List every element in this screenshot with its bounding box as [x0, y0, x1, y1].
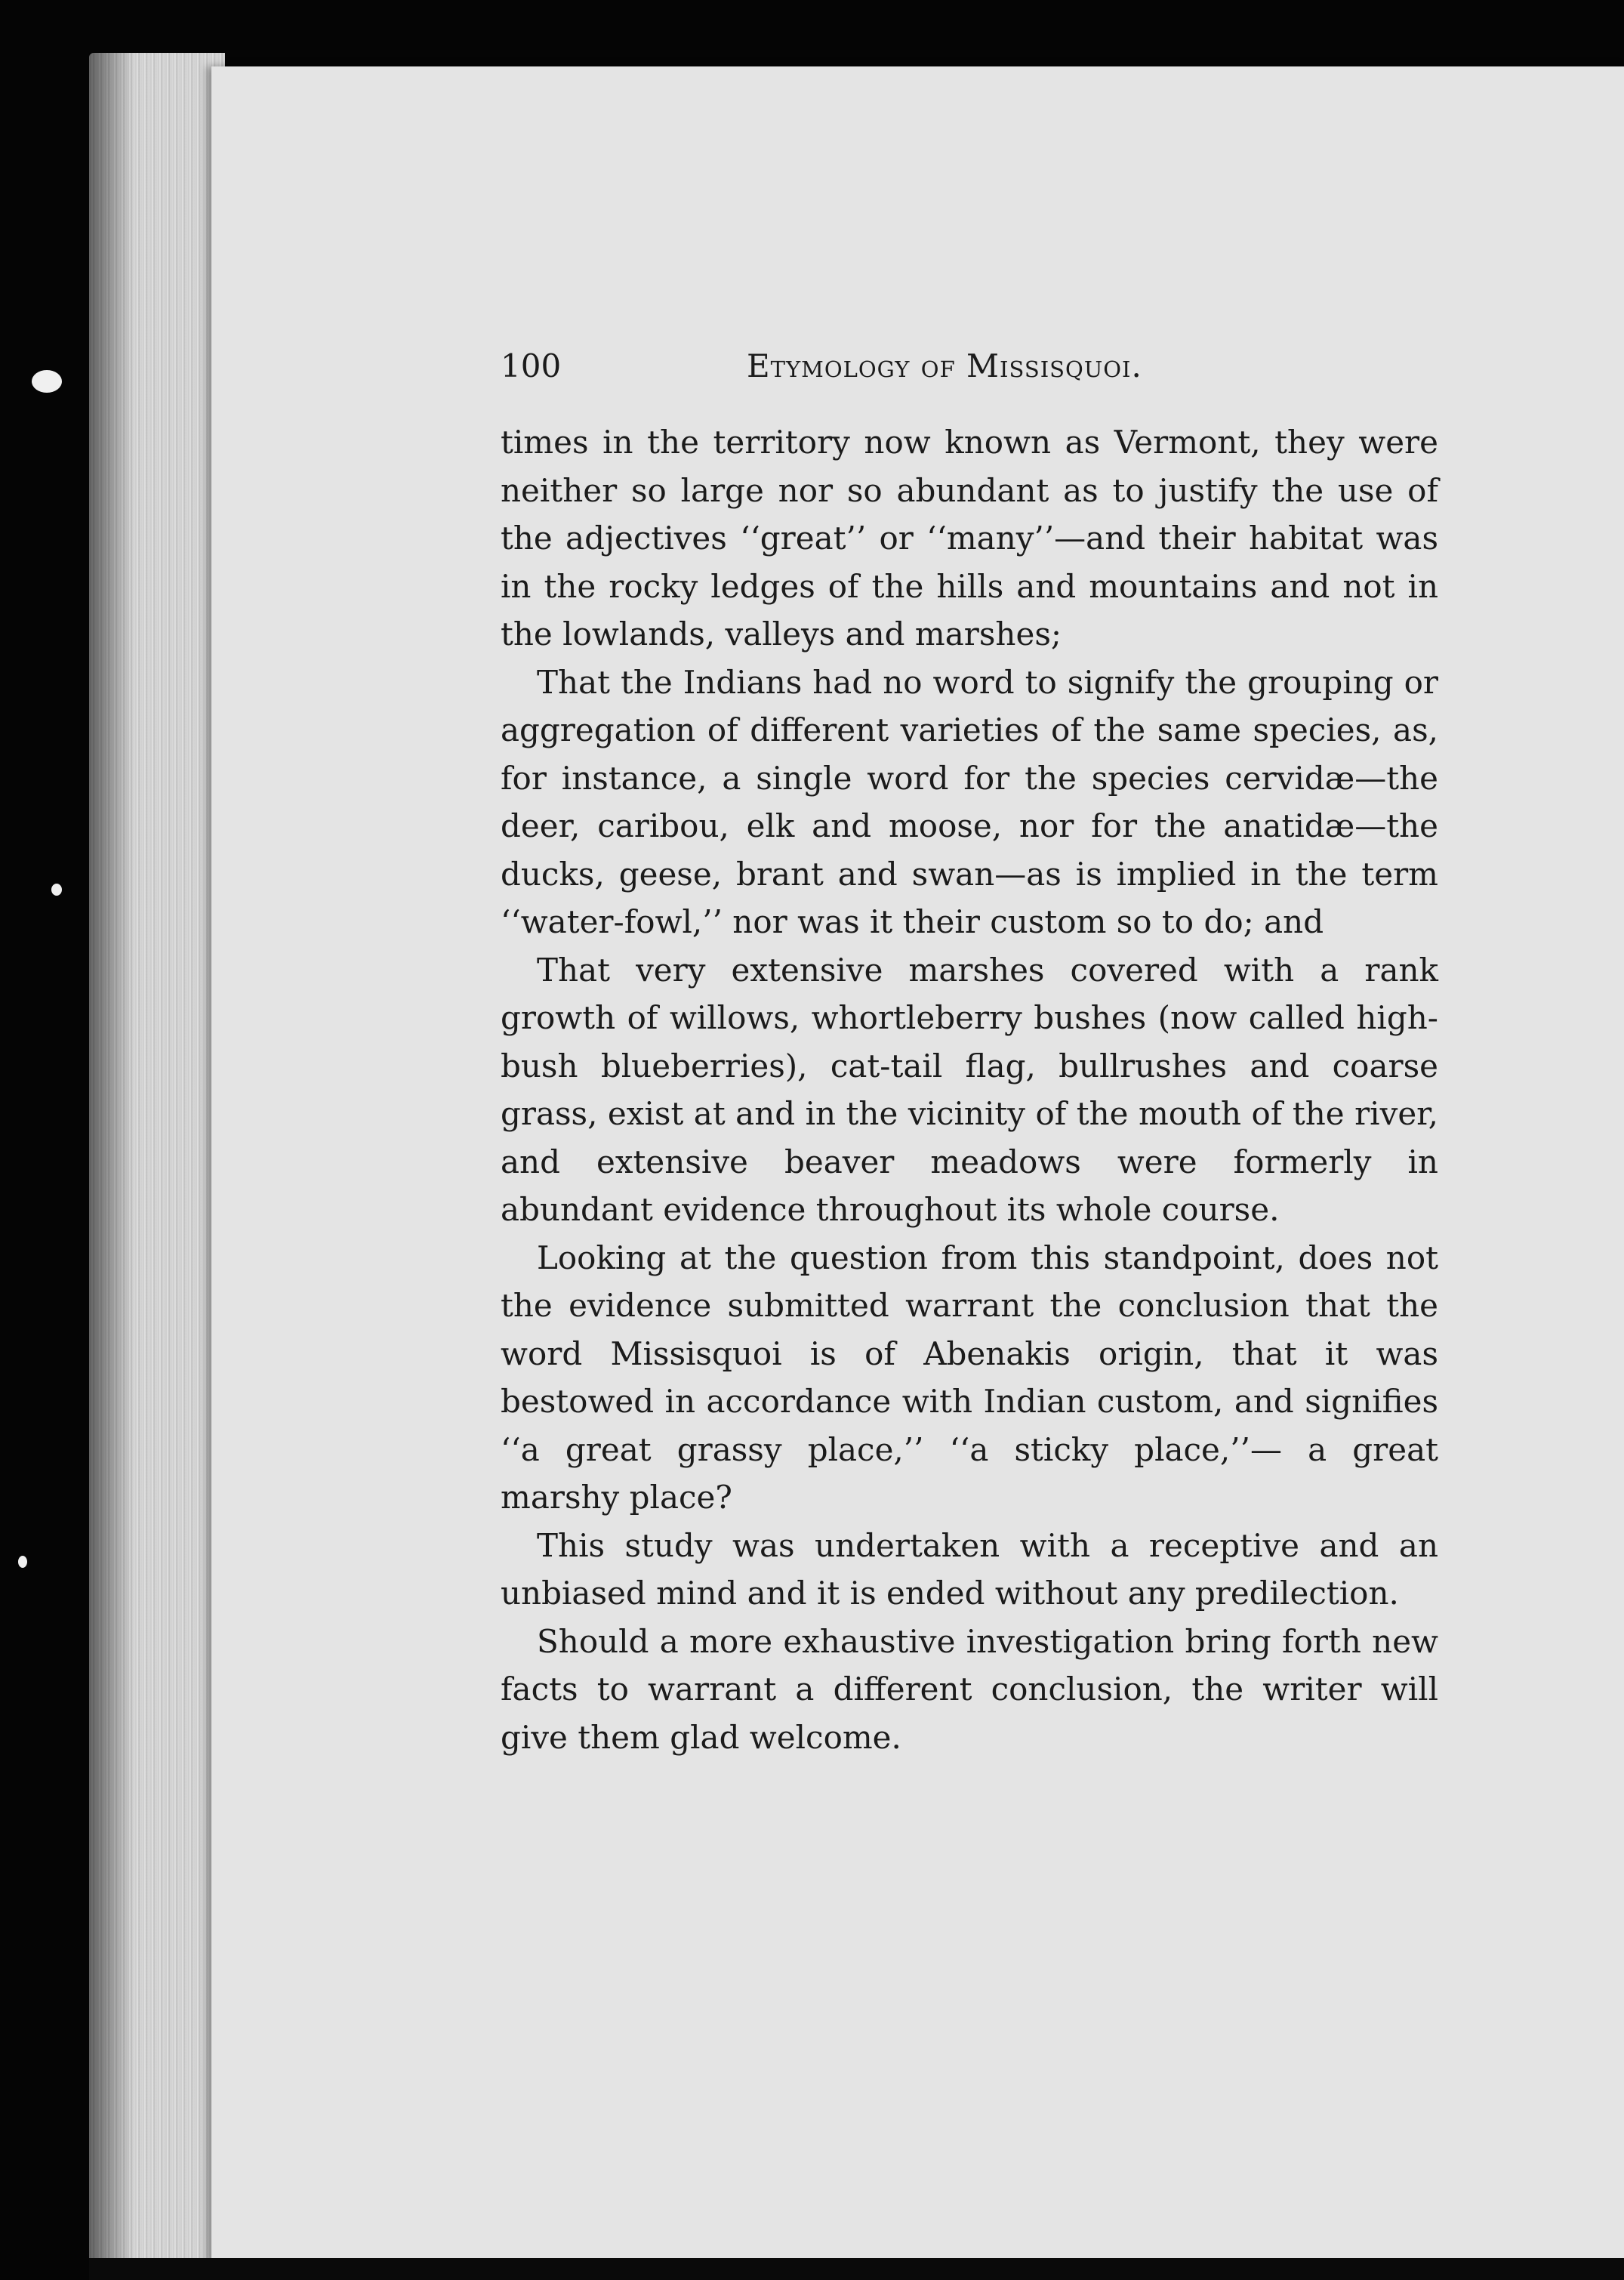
scan-speck [18, 1556, 27, 1568]
paragraph: That very extensive marshes covered with a rank growth of willows, whortleberry bushes (now called high-bush blueberries), cat-tail flag, bullrushes and coarse grass, exist at and in the vicinity of the mouth of the river, and extensive beaver meadows were formerly in abundant evidence throughout its whole course. [501, 951, 1438, 1228]
running-head [501, 341, 1438, 391]
scan-speck [32, 370, 62, 393]
paragraph: Should a more exhaustive investigation bring forth new facts to warrant a different conclusion, the writer will give them glad welcome. [501, 1622, 1438, 1756]
paragraph: That the Indians had no word to signify the grouping or aggregation of different varieties of the same species, as, for instance, a single word for the species cervidæ—the deer, caribou, elk and moose, nor for the anatidæ—the ducks, geese, brant and swan—as is implied in the term ‘‘water-fowl,’’ nor was it their custom so to do; and [501, 663, 1438, 940]
text-block [501, 341, 1438, 1761]
running-title: Etymology of Missisquoi. [747, 347, 1142, 384]
binding-shadow [89, 53, 134, 2266]
body-text [501, 418, 1438, 1761]
page-number: 100 [501, 347, 562, 384]
paragraph: This study was undertaken with a receptive and an unbiased mind and it is ended without any predilection. [501, 1526, 1438, 1612]
paragraph-continued: times in the territory now known as Vermont, they were neither so large nor so abundant as to justify the use of the adjectives ‘‘great’’ or ‘‘many’’—and their habitat was in the rocky ledges of the hills and mountains and not in the lowlands, valleys and marshes; [501, 424, 1438, 653]
bottom-border [89, 2258, 1624, 2280]
paragraph: Looking at the question from this standpoint, does not the evidence submitted warrant the conclusion that the word Missisquoi is of Abenakis origin, that it was bestowed in accordance with Indian custom, and signifies ‘‘a great grassy place,’’ ‘‘a sticky place,’’— a great marshy place? [501, 1239, 1438, 1516]
scan-speck [51, 884, 62, 896]
